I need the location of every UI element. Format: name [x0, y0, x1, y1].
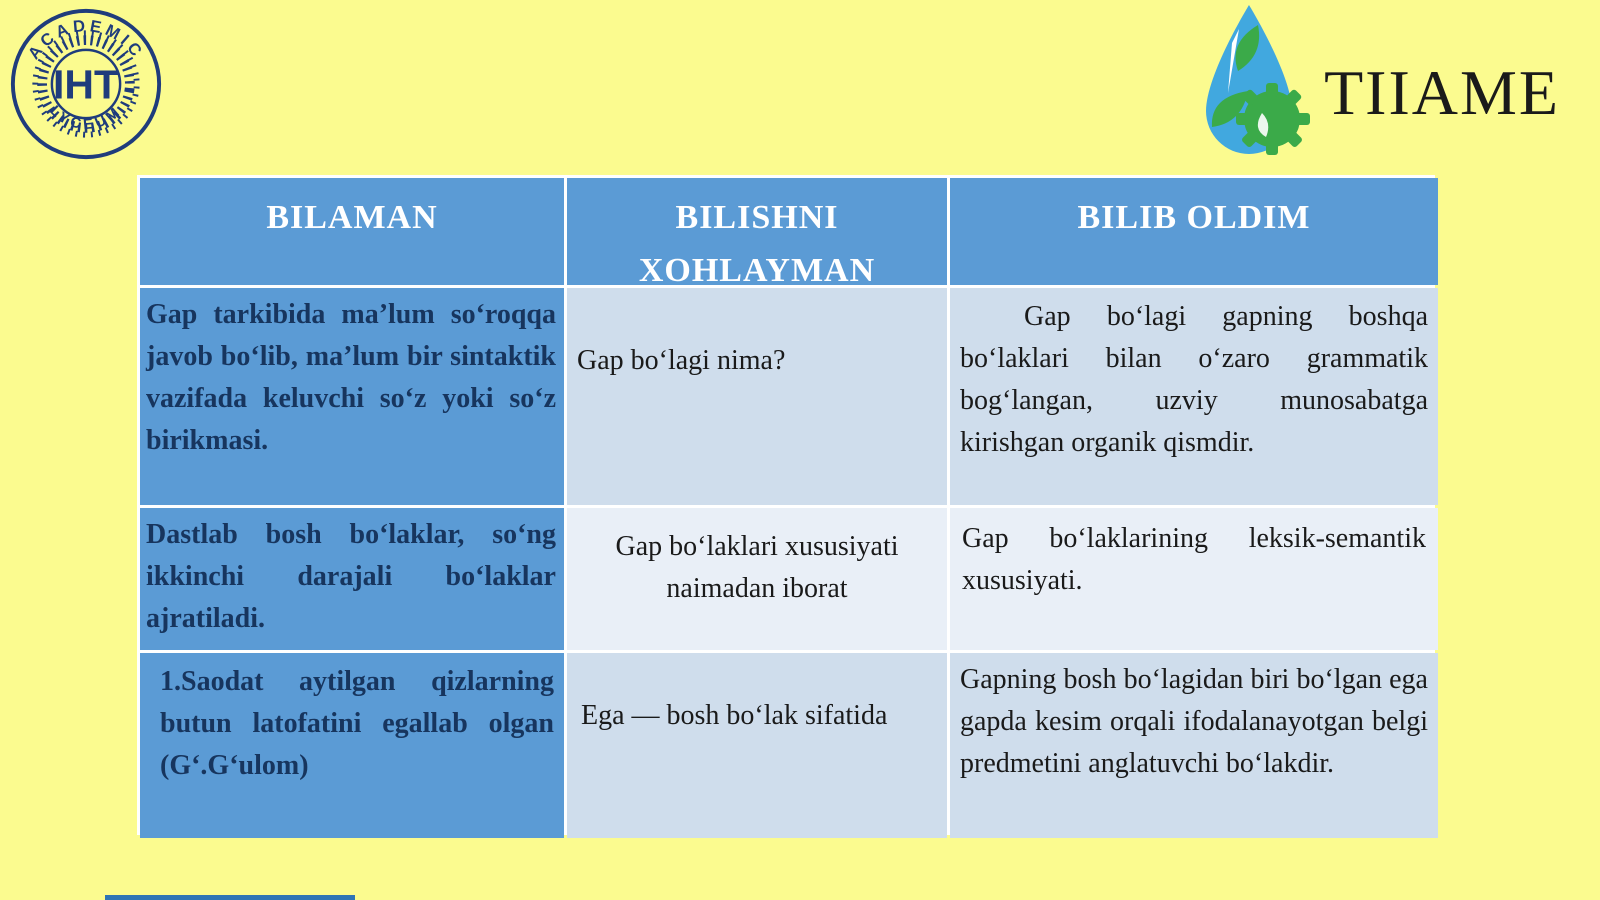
waterdrop-leaf-gear-icon — [1192, 1, 1310, 167]
row2-bilib-cell: Gap bo‘laklarining leksik-semantik xususiyati. — [950, 508, 1438, 650]
row2-bilishni-cell: Gap bo‘laklari xususiyati naimadan iborat — [567, 508, 947, 650]
row3-bilishni-cell: Ega — bosh bo‘lak sifatida — [567, 653, 947, 838]
row3-bilaman-cell: 1.Saodat aytilgan qizlarning butun latofatini egallab olgan (G‘.G‘ulom) — [140, 653, 564, 838]
svg-text:LYCEUM: LYCEUM — [46, 102, 126, 134]
row1-bilaman-cell: Gap tarkibida ma’lum so‘roqqa javob bo‘lib, ma’lum bir sintaktik vazifada keluvchi so‘z yoki so‘z birikmasi. — [140, 288, 564, 505]
iht-badge-icon — [8, 6, 164, 162]
iht-lyceum-logo — [8, 6, 164, 162]
table-header-bilaman: BILAMAN — [140, 178, 564, 285]
row3-bilib-cell: Gapning bosh bo‘lagidan biri bo‘lgan ega gapda kesim orqali ifodalanayotgan belgi predmetini anglatuvchi bo‘lakdir. — [950, 653, 1438, 838]
tiiame-wordmark: TIIAME — [1324, 57, 1560, 128]
table-header-bilib-oldim: BILIB OLDIM — [950, 178, 1438, 285]
row2-bilaman-cell: Dastlab bosh bo‘laklar, so‘ng ikkinchi darajali bo‘laklar ajratiladi. — [140, 508, 564, 650]
bottom-accent-bar — [105, 895, 355, 900]
svg-text:IHT: IHT — [53, 61, 119, 108]
row1-bilib-cell: Gap bo‘lagi gapning boshqa bo‘laklari bilan o‘zaro grammatik bog‘langan, uzviy munosabatga kirishgan organik qismdir. — [950, 288, 1438, 505]
svg-text:ACADEMIC: ACADEMIC — [23, 15, 149, 63]
row1-bilishni-cell: Gap bo‘lagi nima? — [567, 288, 947, 505]
tiiame-logo — [1192, 0, 1560, 168]
kwl-table — [137, 175, 1435, 835]
table-header-bilishni-xohlayman: BILISHNI XOHLAYMAN — [567, 178, 947, 285]
